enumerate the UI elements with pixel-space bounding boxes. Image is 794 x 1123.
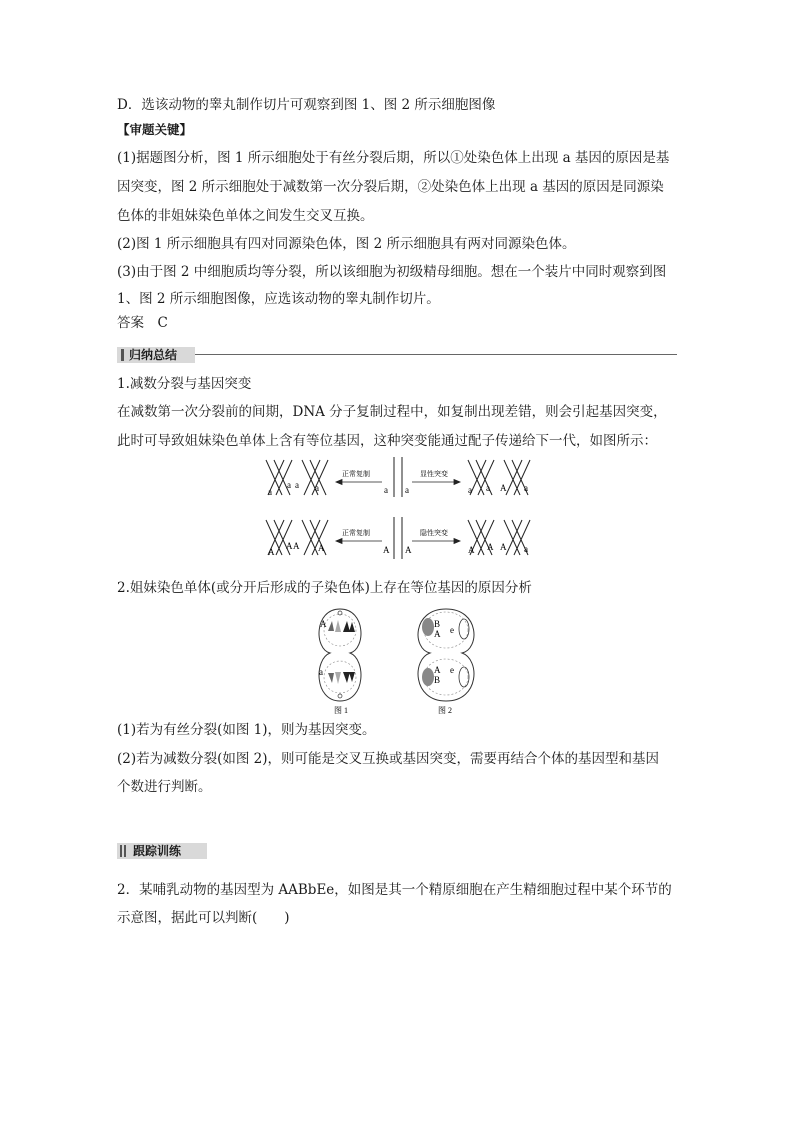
fig2-label-B: B xyxy=(434,675,441,685)
gene-label-A: A xyxy=(500,542,507,552)
arrow-label-dominant: 显性突变 xyxy=(420,470,448,478)
summary-title: 归纳总结 xyxy=(129,348,178,362)
gene-label-a: a xyxy=(268,487,272,497)
gene-label-a: a xyxy=(295,480,299,490)
question2-b: 示意图，据此可以判断( ) xyxy=(117,910,290,926)
figure-caption-1: 图 1 xyxy=(334,706,348,715)
fig2-label-e: e xyxy=(450,625,454,635)
arrow-left-normal-1 xyxy=(336,480,382,485)
fig2-label-e: e xyxy=(450,665,454,675)
gene-label-A: A xyxy=(487,542,494,552)
gene-label-a: a xyxy=(287,480,291,490)
gene-label-A: A xyxy=(468,545,475,555)
analysis-2: (2)图 1 所示细胞具有四对同源染色体，图 2 所示细胞具有两对同源染色体。 xyxy=(117,236,576,252)
cell-division-figure xyxy=(310,605,500,717)
analysis-1b: 因突变，图 2 所示细胞处于减数第一次分裂后期，②处染色体上出现 a 基因的原因是同源染 xyxy=(117,179,664,195)
analysis-3b: 1、图 2 所示细胞图像，应选该动物的睾丸制作切片。 xyxy=(117,291,440,307)
question2-a: 2．某哺乳动物的基因型为 AABbEe，如图是其一个精原细胞在产生精细胞过程中某个环节的 xyxy=(117,882,672,898)
arrow-right-mut-1 xyxy=(412,480,460,485)
section2-a: (1)若为有丝分裂(如图 1)，则为基因突变。 xyxy=(117,722,376,738)
analysis-1c: 色体的非姐妹染色单体之间发生交叉互换。 xyxy=(117,208,374,224)
summary-marker xyxy=(121,349,124,361)
practice-title: 跟踪训练 xyxy=(133,844,182,858)
gene-label-A: A xyxy=(500,483,507,493)
practice-marker xyxy=(124,845,126,857)
gene-label-a: a xyxy=(524,544,528,554)
gene-label-a: a xyxy=(405,485,409,495)
gene-label-A: A xyxy=(383,545,390,555)
gene-label-a: a xyxy=(315,483,319,493)
row2-center-chromosome xyxy=(394,517,402,559)
row1-center-chromosome xyxy=(394,457,402,497)
cell-figure-2 xyxy=(418,609,474,701)
section2-b: (2)若为减数分裂(如图 2)，则可能是交叉互换或基因突变，需要再结合个体的基因型和基因 xyxy=(117,751,660,767)
fig1-label-a: a xyxy=(319,667,323,677)
gene-label-A: A xyxy=(405,545,412,555)
gene-label-a: a xyxy=(384,485,388,495)
section1-a: 在减数第一次分裂前的间期，DNA 分子复制过程中，如复制出现差错，则会引起基因突变， xyxy=(117,404,667,420)
summary-rule xyxy=(195,354,677,355)
analysis-3a: (3)由于图 2 中细胞质均等分裂，所以该细胞为初级精母细胞。想在一个装片中同时观察到图 xyxy=(117,264,667,280)
fig1-label-A: A xyxy=(320,619,327,629)
gene-label-A: A xyxy=(293,541,300,551)
section1-title: 1.减数分裂与基因突变 xyxy=(117,376,252,392)
gene-label-a: a xyxy=(468,485,472,495)
row2-right-chromosomes xyxy=(468,520,530,555)
mutation-diagram xyxy=(260,455,540,567)
fig2-label-A: A xyxy=(434,665,441,675)
key-heading: 【审题关键】 xyxy=(117,122,193,137)
analysis-1a: (1)据题图分析，图 1 所示细胞处于有丝分裂后期，所以①处染色体上出现 a 基因的原因是基 xyxy=(117,150,670,166)
practice-marker xyxy=(120,845,122,857)
section2-c: 个数进行判断。 xyxy=(117,779,212,795)
gene-label-A: A xyxy=(268,547,275,557)
arrow-label-normal: 正常复制 xyxy=(342,529,370,537)
section1-b: 此时可导致姐妹染色单体上含有等位基因，这种突变能通过配子传递给下一代，如图所示： xyxy=(117,433,657,449)
arrow-left-normal-2 xyxy=(336,539,382,544)
row1-right-chromosomes xyxy=(468,460,530,495)
fig2-label-A: A xyxy=(434,629,441,639)
gene-label-a: a xyxy=(524,483,528,493)
arrow-label-recessive: 隐性突变 xyxy=(420,529,448,537)
figure-caption-2: 图 2 xyxy=(438,706,452,715)
gene-label-a: a xyxy=(486,483,490,493)
fig2-label-B: B xyxy=(434,619,441,629)
arrow-label-normal: 正常复制 xyxy=(342,470,370,478)
arrow-right-mut-2 xyxy=(412,539,460,544)
answer: 答案 C xyxy=(117,315,168,331)
gene-label-A: A xyxy=(286,541,293,551)
section2-title: 2.姐妹染色单体(或分开后形成的子染色体)上存在等位基因的原因分析 xyxy=(117,580,532,596)
option-d: D．选该动物的睾丸制作切片可观察到图 1、图 2 所示细胞图像 xyxy=(117,97,496,113)
gene-label-A: A xyxy=(318,543,325,553)
